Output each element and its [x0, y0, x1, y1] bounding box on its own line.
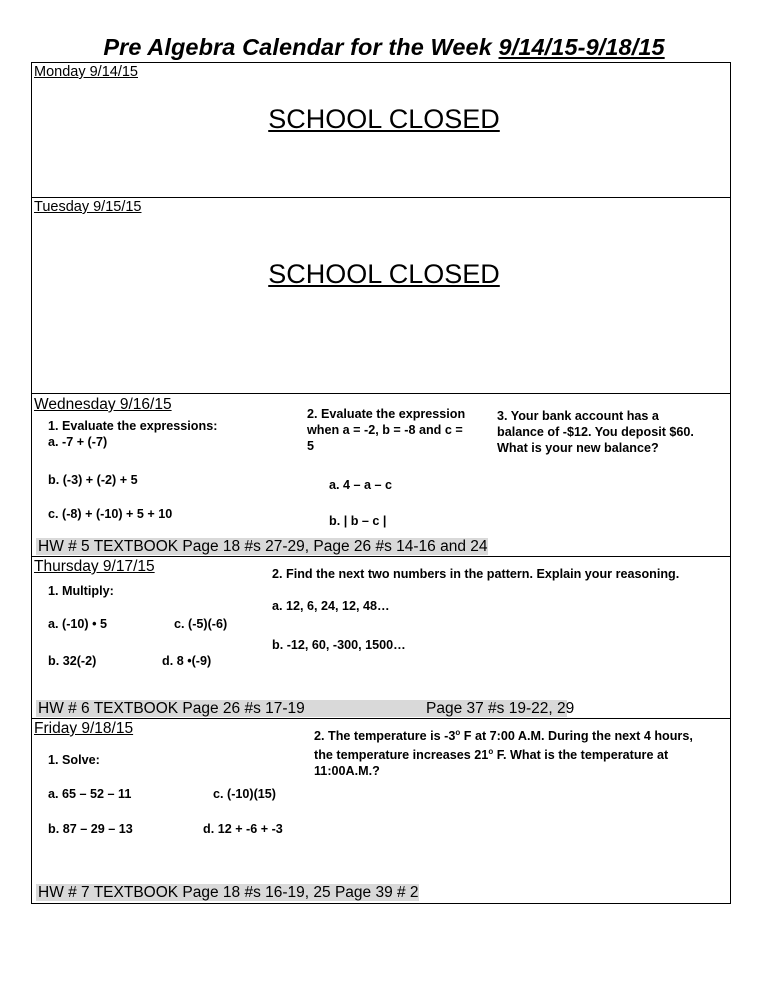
- wed-q1-c: c. (-8) + (-10) + 5 + 10: [48, 507, 173, 521]
- fri-q2-part3: F. What is the temperature at 11:00A.M.?: [314, 748, 669, 779]
- page-title: [0, 34, 768, 61]
- title-dates: 9/14/15-9/18/15: [498, 34, 665, 60]
- wed-q2-heading: 2. Evaluate the expression when a = -2, b = -8 and c = 5: [307, 407, 466, 453]
- wed-q1-heading: 1. Evaluate the expressions:: [48, 419, 218, 433]
- wed-q1-b: b. (-3) + (-2) + 5: [48, 473, 138, 487]
- thu-q1-b: b. 32(-2): [48, 654, 97, 668]
- thu-q2-heading: 2. Find the next two numbers in the pattern. Explain your reasoning.: [272, 567, 680, 581]
- row-divider-thursday: [31, 718, 731, 719]
- thu-q2-b: b. -12, 60, -300, 1500…: [272, 638, 406, 652]
- row-divider-tuesday: [31, 393, 731, 394]
- tuesday-status: SCHOOL CLOSED: [268, 259, 500, 289]
- fri-q1-a: a. 65 – 52 – 11: [48, 787, 132, 801]
- thu-q1-c: c. (-5)(-6): [174, 617, 228, 631]
- wednesday-label: Wednesday 9/16/15: [34, 396, 172, 413]
- thu-q1-d: d. 8 •(-9): [162, 654, 212, 668]
- tuesday-label: Tuesday 9/15/15: [34, 199, 142, 215]
- fri-homework: HW # 7 TEXTBOOK Page 18 #s 16-19, 25 Page 39 # 2: [38, 884, 419, 901]
- row-divider-monday: [31, 197, 731, 198]
- fri-q2-part2: F at 7:00 A.M. During the next 4 hours, the temperature increases 21: [314, 729, 693, 763]
- fri-q2-text: [314, 725, 712, 779]
- wed-homework: HW # 5 TEXTBOOK Page 18 #s 27-29, Page 26 #s 14-16 and 24: [38, 538, 488, 555]
- fri-q1-b: b. 87 – 29 – 13: [48, 822, 133, 836]
- thu-homework-part1: HW # 6 TEXTBOOK Page 26 #s 17-19: [38, 700, 305, 717]
- wed-q1-a: a. -7 + (-7): [48, 435, 108, 449]
- friday-label: Friday 9/18/15: [34, 720, 134, 737]
- thu-q2-a: a. 12, 6, 24, 12, 48…: [272, 599, 390, 613]
- wed-q3-text: 3. Your bank account has a balance of -$12. You deposit $60. What is your new balance?: [497, 409, 694, 455]
- row-divider-wednesday: [31, 556, 731, 557]
- monday-label: Monday 9/14/15: [34, 64, 138, 80]
- wed-q2-a: a. 4 – a – c: [329, 478, 393, 492]
- thu-homework-part2: Page 37 #s 19-22, 29: [426, 700, 575, 717]
- title-prefix: Pre Algebra Calendar for the Week: [103, 34, 499, 60]
- fri-q1-c: c. (-10)(15): [213, 787, 276, 801]
- fri-q1-heading: 1. Solve:: [48, 753, 100, 767]
- wed-q2-b: b. | b – c |: [329, 514, 387, 528]
- thu-q1-a: a. (-10) • 5: [48, 617, 108, 631]
- thu-homework: [36, 700, 575, 717]
- fri-q2-part1: 2. The temperature is -3: [314, 729, 456, 744]
- thursday-label: Thursday 9/17/15: [34, 558, 155, 575]
- monday-status: SCHOOL CLOSED: [268, 104, 500, 134]
- thu-q1-heading: 1. Multiply:: [48, 584, 114, 598]
- fri-q2-degree1: o: [455, 728, 461, 737]
- fri-q2-degree2: o: [488, 747, 494, 757]
- fri-q1-d: d. 12 + -6 + -3: [203, 822, 283, 836]
